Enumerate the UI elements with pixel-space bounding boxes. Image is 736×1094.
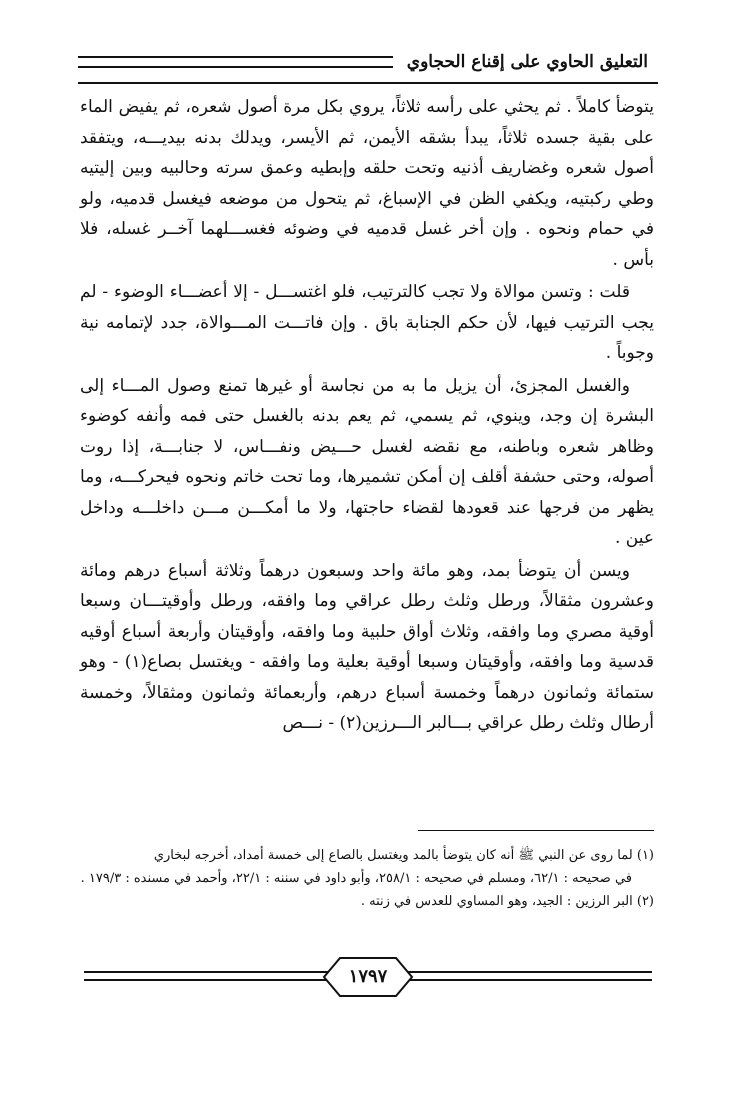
- footnote-continuation: في صحيحه : ٦٢/١، ومسلم في صحيحه : ٢٥٨/١، وأبو داود في سننه : ٢٢/١، وأحمد في مسنده : ١٧٩/٣ .: [80, 871, 632, 886]
- page-number: ١٧٩٧: [348, 966, 388, 987]
- footnotes: [80, 844, 654, 913]
- running-header: [78, 42, 658, 82]
- main-text: [80, 92, 654, 741]
- paragraph: قلت : وتسن موالاة ولا تجب كالترتيب، فلو اغتســـل - إلا أعضـــاء الوضوء - لم يجب الترتيب فيها، لأن حكم الجنابة باق . وإن فاتـــت المـــوالاة، جدد لإتمامه نية وجوباً .: [80, 282, 654, 363]
- footnote-separator: [418, 830, 654, 831]
- footnote-label: (٢): [636, 894, 654, 909]
- footnote-text: لما روى عن النبي ﷺ أنه كان يتوضأ بالمد ويغتسل بالصاع إلى خمسة أمداد، أخرجه لبخاري: [153, 848, 633, 863]
- header-ornament-lines: [78, 56, 393, 68]
- footnote-2: [80, 890, 654, 913]
- header-rule: [78, 82, 658, 84]
- paragraph: يتوضأ كاملاً . ثم يحثي على رأسه ثلاثاً، يروي بكل مرة أصول شعره، ثم يفيض الماء على بقية جسده ثلاثاً، يبدأ بشقه الأيمن، ثم الأيسر، ويدلك بدنه بيديـــه، ويتفقد أصول شعره وغضاريف أذنيه وتحت حلقه وإبطيه وعمق سرته وحالبيه وبين إليتيه وطي ركبتيه، ويكفي الظن في الإسباغ، ثم يتحول من موضعه فيغسل قدميه، ولو في حمام ونحوه . وإن أخر غسل قدميه في وضوئه فغســـلهما آخــر غسله، فلا بأس .: [80, 97, 654, 270]
- footnote-text: البر الرزين : الجيد، وهو المساوي للعدس في زنته .: [360, 894, 633, 909]
- header-title: التعليق الحاوي على إقناع الحجاوي: [406, 52, 648, 72]
- paragraph: ويسن أن يتوضأ بمد، وهو مائة واحد وسبعون درهماً وثلاثة أسباع درهم ومائة وعشرون مثقالاً، ورطل وثلث رطل عراقي وما وافقه، ورطل وأوقيتـــان وسبعا أوقية مصري وما وافقه، وثلاث أواق حلبية وما وافقه، وأوقيتان وأربعة أسباع أوقيه قدسية وما وافقه، وأوقيتان وسبعا أوقية بعلية وما وافقه - ويغتسل بصاع(١) - وهو ستمائة وثمانون درهماً وخمسة أسباع درهم، وأربعمائة وثمانون ومثقالاً، وخمسة أرطال وثلث رطل عراقي بـــالبر الـــرزين(٢) - نـــص: [80, 560, 654, 733]
- footnote-1: [80, 844, 654, 867]
- page-number-frame: [310, 955, 426, 999]
- footnote-label: (١): [636, 848, 654, 863]
- paragraph: والغسل المجزئ، أن يزيل ما به من نجاسة أو غيرها تمنع وصول المـــاء إلى البشرة إن وجد، وينوي، ثم يسمي، ثم يعم بدنه بالغسل حتى فمه وأنفه كوضوء وظاهر شعره وباطنه، مع نقضه لغسل حـــيض ونفـــاس، لا جنابـــة، إذا روت أصوله، وحتى حشفة أقلف إن أمكن تشميرها، وما تحت خاتم ونحوه فيحركـــه، وما يظهر من فرجها عند قعودها لقضاء حاجتها، ولا ما أمكـــن مـــن داخلـــه وداخل عين .: [80, 375, 654, 548]
